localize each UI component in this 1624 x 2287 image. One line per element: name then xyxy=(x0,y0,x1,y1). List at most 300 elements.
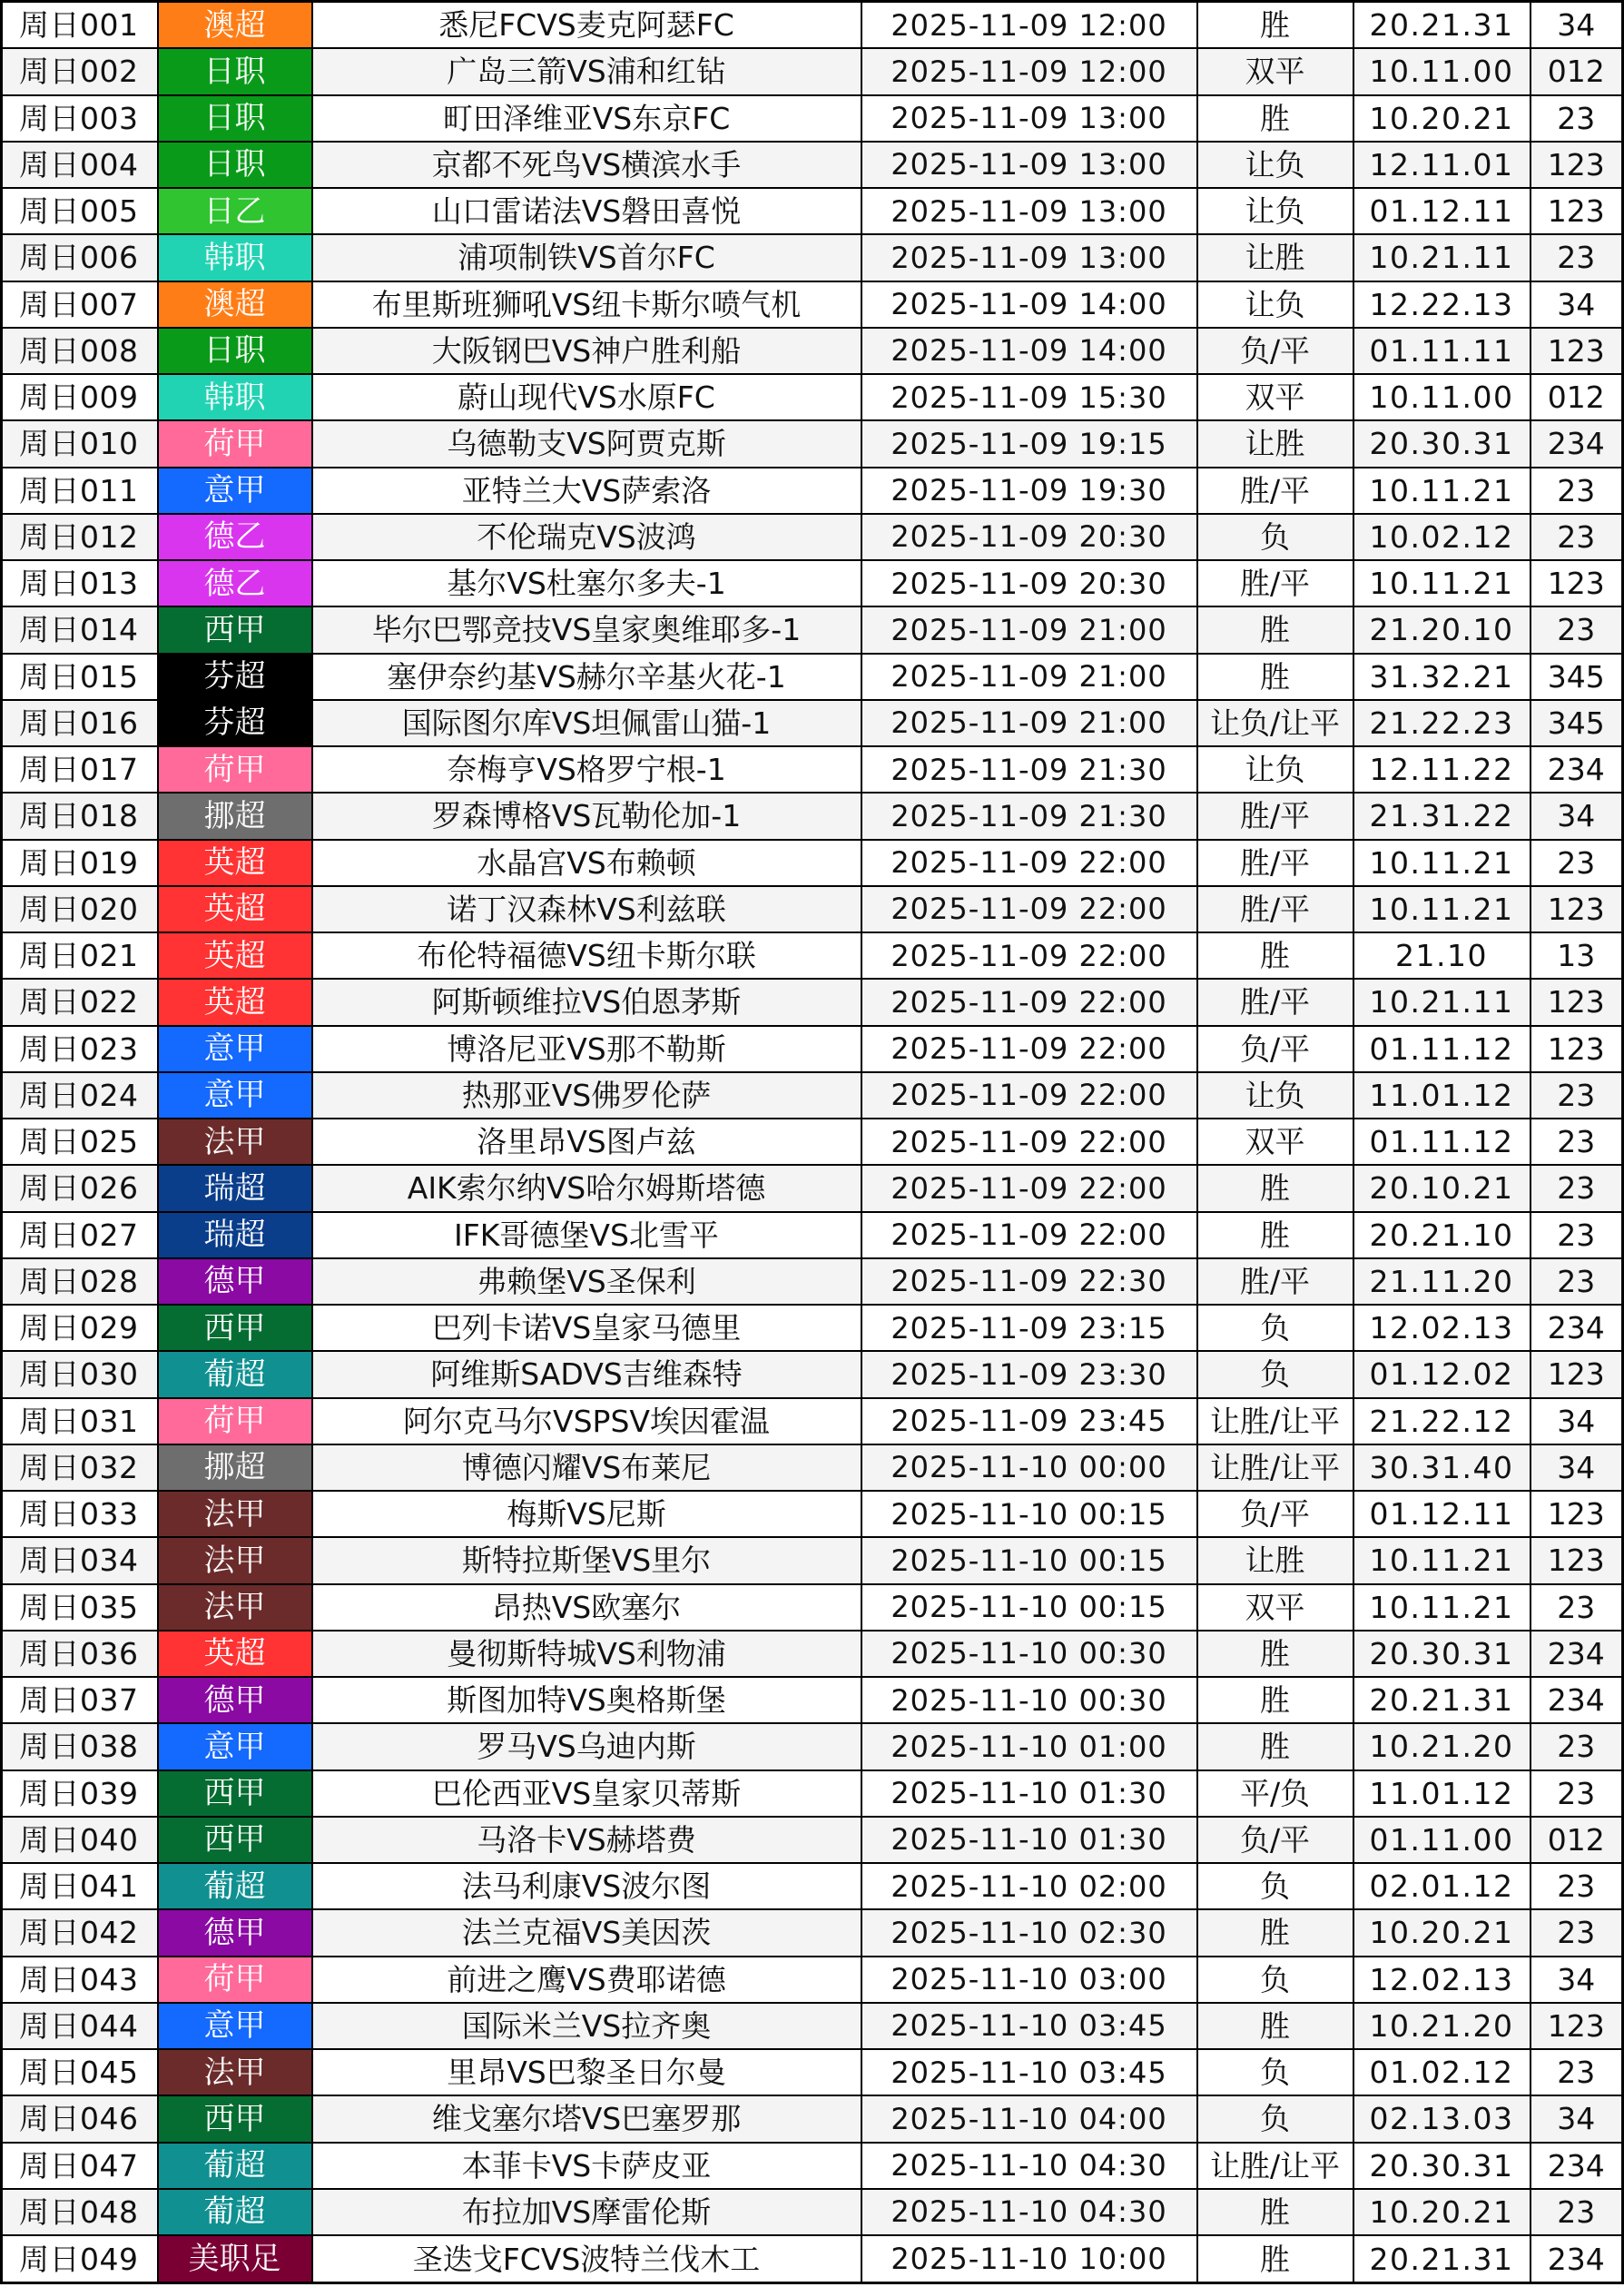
kickoff-time-cell: 2025-11-09 12:00 xyxy=(861,48,1197,94)
result-pick-cell: 胜/平 xyxy=(1197,840,1353,886)
table-row xyxy=(2,932,1623,979)
match-code-cell: 周日018 xyxy=(2,793,158,839)
match-code-cell: 周日035 xyxy=(2,1584,158,1631)
match-cell: 巴列卡诺VS皇家马德里 xyxy=(312,1305,861,1351)
score-pick-cell: 10.21.11 xyxy=(1353,234,1530,281)
table-row xyxy=(2,2003,1623,2049)
match-code-cell: 周日031 xyxy=(2,1398,158,1444)
league-badge: 德甲 xyxy=(158,1909,312,1956)
table-row xyxy=(2,2235,1623,2282)
league-badge: 西甲 xyxy=(158,606,312,653)
total-goals-cell: 23 xyxy=(1530,2189,1623,2235)
kickoff-time-cell: 2025-11-09 22:00 xyxy=(861,1119,1197,1165)
league-badge: 意甲 xyxy=(158,2003,312,2049)
league-badge: 意甲 xyxy=(158,1072,312,1119)
result-pick-cell: 双平 xyxy=(1197,48,1353,94)
table-row xyxy=(2,1909,1623,1956)
result-pick-cell: 胜 xyxy=(1197,1677,1353,1723)
score-pick-cell: 20.21.31 xyxy=(1353,2,1530,49)
match-code-cell: 周日038 xyxy=(2,1723,158,1769)
score-pick-cell: 21.31.22 xyxy=(1353,793,1530,839)
score-pick-cell: 10.11.21 xyxy=(1353,1584,1530,1631)
match-cell: 诺丁汉森林VS利兹联 xyxy=(312,886,861,932)
result-pick-cell: 平/负 xyxy=(1197,1770,1353,1817)
match-code-cell: 周日029 xyxy=(2,1305,158,1351)
result-pick-cell: 胜/平 xyxy=(1197,1258,1353,1305)
score-pick-cell: 20.10.21 xyxy=(1353,1165,1530,1211)
match-code-cell: 周日025 xyxy=(2,1119,158,1165)
total-goals-cell: 123 xyxy=(1530,1026,1623,1072)
kickoff-time-cell: 2025-11-09 12:00 xyxy=(861,2,1197,49)
match-cell: 大阪钢巴VS神户胜利船 xyxy=(312,328,861,374)
match-cell: 国际图尔库VS坦佩雷山猫-1 xyxy=(312,700,861,746)
total-goals-cell: 23 xyxy=(1530,468,1623,514)
match-code-cell: 周日007 xyxy=(2,281,158,328)
match-code-cell: 周日001 xyxy=(2,2,158,49)
result-pick-cell: 负 xyxy=(1197,2095,1353,2142)
kickoff-time-cell: 2025-11-09 14:00 xyxy=(861,328,1197,374)
table-row xyxy=(2,2095,1623,2142)
kickoff-time-cell: 2025-11-09 22:00 xyxy=(861,1026,1197,1072)
match-cell: 山口雷诺法VS磐田喜悦 xyxy=(312,188,861,234)
result-pick-cell: 让负 xyxy=(1197,142,1353,188)
total-goals-cell: 234 xyxy=(1530,1305,1623,1351)
result-pick-cell: 双平 xyxy=(1197,1119,1353,1165)
match-code-cell: 周日016 xyxy=(2,700,158,746)
match-cell: IFK哥德堡VS北雪平 xyxy=(312,1212,861,1258)
match-code-cell: 周日044 xyxy=(2,2003,158,2049)
result-pick-cell: 胜/平 xyxy=(1197,560,1353,606)
match-code-cell: 周日037 xyxy=(2,1677,158,1723)
match-cell: 乌德勒支VS阿贾克斯 xyxy=(312,420,861,467)
kickoff-time-cell: 2025-11-09 22:30 xyxy=(861,1258,1197,1305)
total-goals-cell: 345 xyxy=(1530,654,1623,700)
kickoff-time-cell: 2025-11-10 01:30 xyxy=(861,1770,1197,1817)
result-pick-cell: 胜 xyxy=(1197,2003,1353,2049)
score-pick-cell: 30.31.40 xyxy=(1353,1444,1530,1491)
kickoff-time-cell: 2025-11-09 21:00 xyxy=(861,654,1197,700)
table-row xyxy=(2,2143,1623,2189)
match-cell: 塞伊奈约基VS赫尔辛基火花-1 xyxy=(312,654,861,700)
league-badge: 韩职 xyxy=(158,374,312,420)
total-goals-cell: 23 xyxy=(1530,1770,1623,1817)
score-pick-cell: 10.11.21 xyxy=(1353,560,1530,606)
result-pick-cell: 负 xyxy=(1197,514,1353,560)
table-row xyxy=(2,188,1623,234)
league-badge: 芬超 xyxy=(158,654,312,700)
total-goals-cell: 23 xyxy=(1530,1863,1623,1909)
match-code-cell: 周日004 xyxy=(2,142,158,188)
score-pick-cell: 20.30.31 xyxy=(1353,2143,1530,2189)
table-row xyxy=(2,1770,1623,1817)
result-pick-cell: 负/平 xyxy=(1197,1491,1353,1537)
match-code-cell: 周日036 xyxy=(2,1631,158,1677)
kickoff-time-cell: 2025-11-09 13:00 xyxy=(861,142,1197,188)
kickoff-time-cell: 2025-11-10 03:00 xyxy=(861,1957,1197,2003)
match-cell: 斯图加特VS奥格斯堡 xyxy=(312,1677,861,1723)
league-badge: 英超 xyxy=(158,979,312,1025)
result-pick-cell: 胜 xyxy=(1197,1723,1353,1769)
result-pick-cell: 胜 xyxy=(1197,2235,1353,2282)
score-pick-cell: 10.02.12 xyxy=(1353,514,1530,560)
kickoff-time-cell: 2025-11-10 02:30 xyxy=(861,1909,1197,1956)
league-badge: 荷甲 xyxy=(158,420,312,467)
league-badge: 英超 xyxy=(158,932,312,979)
table-body xyxy=(2,2,1623,2283)
match-code-cell: 周日027 xyxy=(2,1212,158,1258)
total-goals-cell: 234 xyxy=(1530,2143,1623,2189)
table-row xyxy=(2,746,1623,793)
score-pick-cell: 02.01.12 xyxy=(1353,1863,1530,1909)
total-goals-cell: 123 xyxy=(1530,560,1623,606)
match-cell: 罗森博格VS瓦勒伦加-1 xyxy=(312,793,861,839)
total-goals-cell: 23 xyxy=(1530,1212,1623,1258)
table-row xyxy=(2,1305,1623,1351)
result-pick-cell: 双平 xyxy=(1197,1584,1353,1631)
match-cell: 蔚山现代VS水原FC xyxy=(312,374,861,420)
table-row xyxy=(2,2049,1623,2095)
score-pick-cell: 12.11.22 xyxy=(1353,746,1530,793)
league-badge: 法甲 xyxy=(158,2049,312,2095)
score-pick-cell: 01.12.11 xyxy=(1353,188,1530,234)
table-row xyxy=(2,1165,1623,1211)
kickoff-time-cell: 2025-11-09 21:30 xyxy=(861,746,1197,793)
league-badge: 葡超 xyxy=(158,2189,312,2235)
total-goals-cell: 23 xyxy=(1530,1165,1623,1211)
total-goals-cell: 23 xyxy=(1530,840,1623,886)
match-cell: AIK索尔纳VS哈尔姆斯塔德 xyxy=(312,1165,861,1211)
match-cell: 布里斯班狮吼VS纽卡斯尔喷气机 xyxy=(312,281,861,328)
result-pick-cell: 让负 xyxy=(1197,281,1353,328)
score-pick-cell: 10.21.11 xyxy=(1353,979,1530,1025)
total-goals-cell: 23 xyxy=(1530,606,1623,653)
result-pick-cell: 胜 xyxy=(1197,1212,1353,1258)
league-badge: 葡超 xyxy=(158,1863,312,1909)
kickoff-time-cell: 2025-11-09 20:30 xyxy=(861,560,1197,606)
total-goals-cell: 234 xyxy=(1530,420,1623,467)
match-cell: 阿斯顿维拉VS伯恩茅斯 xyxy=(312,979,861,1025)
league-badge: 荷甲 xyxy=(158,1398,312,1444)
result-pick-cell: 胜 xyxy=(1197,1631,1353,1677)
match-cell: 里昂VS巴黎圣日尔曼 xyxy=(312,2049,861,2095)
match-cell: 毕尔巴鄂竞技VS皇家奥维耶多-1 xyxy=(312,606,861,653)
total-goals-cell: 234 xyxy=(1530,2235,1623,2282)
match-cell: 布伦特福德VS纽卡斯尔联 xyxy=(312,932,861,979)
score-pick-cell: 10.11.00 xyxy=(1353,374,1530,420)
league-badge: 法甲 xyxy=(158,1537,312,1583)
league-badge: 日职 xyxy=(158,95,312,142)
total-goals-cell: 012 xyxy=(1530,48,1623,94)
result-pick-cell: 负 xyxy=(1197,1305,1353,1351)
match-cell: 法马利康VS波尔图 xyxy=(312,1863,861,1909)
score-pick-cell: 10.20.21 xyxy=(1353,2189,1530,2235)
result-pick-cell: 负 xyxy=(1197,1957,1353,2003)
match-code-cell: 周日049 xyxy=(2,2235,158,2282)
table-row xyxy=(2,281,1623,328)
match-code-cell: 周日045 xyxy=(2,2049,158,2095)
table-row xyxy=(2,1723,1623,1769)
kickoff-time-cell: 2025-11-10 02:00 xyxy=(861,1863,1197,1909)
table-row xyxy=(2,840,1623,886)
league-badge: 日职 xyxy=(158,142,312,188)
total-goals-cell: 123 xyxy=(1530,328,1623,374)
score-pick-cell: 21.20.10 xyxy=(1353,606,1530,653)
score-pick-cell: 10.21.20 xyxy=(1353,2003,1530,2049)
score-pick-cell: 21.10 xyxy=(1353,932,1530,979)
total-goals-cell: 34 xyxy=(1530,1398,1623,1444)
score-pick-cell: 10.11.00 xyxy=(1353,48,1530,94)
result-pick-cell: 让胜 xyxy=(1197,1537,1353,1583)
match-code-cell: 周日032 xyxy=(2,1444,158,1491)
league-badge: 意甲 xyxy=(158,1026,312,1072)
match-cell: 浦项制铁VS首尔FC xyxy=(312,234,861,281)
table-row xyxy=(2,1863,1623,1909)
score-pick-cell: 10.21.20 xyxy=(1353,1723,1530,1769)
match-code-cell: 周日039 xyxy=(2,1770,158,1817)
result-pick-cell: 让胜 xyxy=(1197,234,1353,281)
match-cell: 前进之鹰VS费耶诺德 xyxy=(312,1957,861,2003)
kickoff-time-cell: 2025-11-09 13:00 xyxy=(861,188,1197,234)
score-pick-cell: 01.12.02 xyxy=(1353,1351,1530,1397)
kickoff-time-cell: 2025-11-09 19:30 xyxy=(861,468,1197,514)
total-goals-cell: 34 xyxy=(1530,1444,1623,1491)
table-row xyxy=(2,1537,1623,1583)
score-pick-cell: 02.13.03 xyxy=(1353,2095,1530,2142)
table-row xyxy=(2,1119,1623,1165)
total-goals-cell: 13 xyxy=(1530,932,1623,979)
match-cell: 巴伦西亚VS皇家贝蒂斯 xyxy=(312,1770,861,1817)
table-row xyxy=(2,1491,1623,1537)
kickoff-time-cell: 2025-11-09 23:15 xyxy=(861,1305,1197,1351)
match-cell: 法兰克福VS美因茨 xyxy=(312,1909,861,1956)
table-row xyxy=(2,560,1623,606)
match-code-cell: 周日011 xyxy=(2,468,158,514)
result-pick-cell: 让胜/让平 xyxy=(1197,1444,1353,1491)
total-goals-cell: 234 xyxy=(1530,746,1623,793)
table-row xyxy=(2,1817,1623,1863)
match-code-cell: 周日003 xyxy=(2,95,158,142)
score-pick-cell: 01.12.11 xyxy=(1353,1491,1530,1537)
league-badge: 英超 xyxy=(158,840,312,886)
match-cell: 国际米兰VS拉齐奥 xyxy=(312,2003,861,2049)
league-badge: 日职 xyxy=(158,328,312,374)
score-pick-cell: 01.02.12 xyxy=(1353,2049,1530,2095)
kickoff-time-cell: 2025-11-09 23:45 xyxy=(861,1398,1197,1444)
league-badge: 意甲 xyxy=(158,468,312,514)
score-pick-cell: 12.11.01 xyxy=(1353,142,1530,188)
match-code-cell: 周日002 xyxy=(2,48,158,94)
match-code-cell: 周日034 xyxy=(2,1537,158,1583)
result-pick-cell: 让负/让平 xyxy=(1197,700,1353,746)
score-pick-cell: 11.01.12 xyxy=(1353,1072,1530,1119)
kickoff-time-cell: 2025-11-09 20:30 xyxy=(861,514,1197,560)
kickoff-time-cell: 2025-11-09 22:00 xyxy=(861,1072,1197,1119)
score-pick-cell: 10.20.21 xyxy=(1353,1909,1530,1956)
kickoff-time-cell: 2025-11-09 15:30 xyxy=(861,374,1197,420)
match-cell: 罗马VS乌迪内斯 xyxy=(312,1723,861,1769)
kickoff-time-cell: 2025-11-10 00:15 xyxy=(861,1537,1197,1583)
league-badge: 葡超 xyxy=(158,1351,312,1397)
result-pick-cell: 让胜/让平 xyxy=(1197,2143,1353,2189)
match-cell: 弗赖堡VS圣保利 xyxy=(312,1258,861,1305)
result-pick-cell: 胜 xyxy=(1197,932,1353,979)
match-code-cell: 周日048 xyxy=(2,2189,158,2235)
match-code-cell: 周日026 xyxy=(2,1165,158,1211)
kickoff-time-cell: 2025-11-09 22:00 xyxy=(861,932,1197,979)
total-goals-cell: 23 xyxy=(1530,514,1623,560)
result-pick-cell: 胜 xyxy=(1197,2,1353,49)
table-row xyxy=(2,420,1623,467)
table-row xyxy=(2,1026,1623,1072)
league-badge: 瑞超 xyxy=(158,1165,312,1211)
table-row xyxy=(2,514,1623,560)
league-badge: 韩职 xyxy=(158,234,312,281)
table-row xyxy=(2,1444,1623,1491)
table-row xyxy=(2,2189,1623,2235)
kickoff-time-cell: 2025-11-09 22:00 xyxy=(861,979,1197,1025)
table-row xyxy=(2,654,1623,700)
total-goals-cell: 23 xyxy=(1530,2049,1623,2095)
total-goals-cell: 23 xyxy=(1530,1072,1623,1119)
league-badge: 挪超 xyxy=(158,793,312,839)
match-cell: 不伦瑞克VS波鸿 xyxy=(312,514,861,560)
kickoff-time-cell: 2025-11-09 19:15 xyxy=(861,420,1197,467)
match-cell: 曼彻斯特城VS利物浦 xyxy=(312,1631,861,1677)
result-pick-cell: 让负 xyxy=(1197,1072,1353,1119)
table-row xyxy=(2,1677,1623,1723)
table-row xyxy=(2,979,1623,1025)
table-row xyxy=(2,374,1623,420)
result-pick-cell: 让胜 xyxy=(1197,420,1353,467)
table-row xyxy=(2,328,1623,374)
match-cell: 阿尔克马尔VSPSV埃因霍温 xyxy=(312,1398,861,1444)
score-pick-cell: 10.11.21 xyxy=(1353,840,1530,886)
result-pick-cell: 让胜/让平 xyxy=(1197,1398,1353,1444)
match-cell: 梅斯VS尼斯 xyxy=(312,1491,861,1537)
total-goals-cell: 123 xyxy=(1530,1351,1623,1397)
score-pick-cell: 12.02.13 xyxy=(1353,1305,1530,1351)
total-goals-cell: 345 xyxy=(1530,700,1623,746)
match-cell: 布拉加VS摩雷伦斯 xyxy=(312,2189,861,2235)
match-cell: 洛里昂VS图卢兹 xyxy=(312,1119,861,1165)
table-row xyxy=(2,1957,1623,2003)
league-badge: 英超 xyxy=(158,1631,312,1677)
kickoff-time-cell: 2025-11-09 21:00 xyxy=(861,606,1197,653)
match-code-cell: 周日010 xyxy=(2,420,158,467)
total-goals-cell: 123 xyxy=(1530,979,1623,1025)
score-pick-cell: 01.11.11 xyxy=(1353,328,1530,374)
league-badge: 挪超 xyxy=(158,1444,312,1491)
total-goals-cell: 234 xyxy=(1530,1631,1623,1677)
total-goals-cell: 123 xyxy=(1530,2003,1623,2049)
match-cell: 广岛三箭VS浦和红钻 xyxy=(312,48,861,94)
match-code-cell: 周日040 xyxy=(2,1817,158,1863)
table-row xyxy=(2,1631,1623,1677)
table-row xyxy=(2,1351,1623,1397)
result-pick-cell: 让负 xyxy=(1197,746,1353,793)
kickoff-time-cell: 2025-11-09 21:00 xyxy=(861,700,1197,746)
score-pick-cell: 20.21.31 xyxy=(1353,1677,1530,1723)
match-cell: 马洛卡VS赫塔费 xyxy=(312,1817,861,1863)
match-code-cell: 周日042 xyxy=(2,1909,158,1956)
match-code-cell: 周日041 xyxy=(2,1863,158,1909)
score-pick-cell: 20.30.31 xyxy=(1353,420,1530,467)
league-badge: 意甲 xyxy=(158,1723,312,1769)
kickoff-time-cell: 2025-11-10 01:00 xyxy=(861,1723,1197,1769)
match-code-cell: 周日023 xyxy=(2,1026,158,1072)
match-code-cell: 周日022 xyxy=(2,979,158,1025)
match-cell: 博洛尼亚VS那不勒斯 xyxy=(312,1026,861,1072)
total-goals-cell: 23 xyxy=(1530,234,1623,281)
match-code-cell: 周日008 xyxy=(2,328,158,374)
match-cell: 博德闪耀VS布莱尼 xyxy=(312,1444,861,1491)
match-cell: 町田泽维亚VS东京FC xyxy=(312,95,861,142)
league-badge: 葡超 xyxy=(158,2143,312,2189)
score-pick-cell: 31.32.21 xyxy=(1353,654,1530,700)
result-pick-cell: 负/平 xyxy=(1197,1026,1353,1072)
table-row xyxy=(2,48,1623,94)
match-cell: 水晶宫VS布赖顿 xyxy=(312,840,861,886)
league-badge: 西甲 xyxy=(158,1770,312,1817)
result-pick-cell: 负/平 xyxy=(1197,328,1353,374)
league-badge: 澳超 xyxy=(158,281,312,328)
table-row xyxy=(2,1212,1623,1258)
result-pick-cell: 胜 xyxy=(1197,1909,1353,1956)
league-badge: 法甲 xyxy=(158,1584,312,1631)
result-pick-cell: 胜/平 xyxy=(1197,793,1353,839)
match-code-cell: 周日015 xyxy=(2,654,158,700)
score-pick-cell: 01.11.12 xyxy=(1353,1026,1530,1072)
total-goals-cell: 34 xyxy=(1530,1957,1623,2003)
match-code-cell: 周日030 xyxy=(2,1351,158,1397)
score-pick-cell: 10.11.21 xyxy=(1353,1537,1530,1583)
match-code-cell: 周日006 xyxy=(2,234,158,281)
total-goals-cell: 34 xyxy=(1530,2,1623,49)
total-goals-cell: 123 xyxy=(1530,188,1623,234)
match-cell: 昂热VS欧塞尔 xyxy=(312,1584,861,1631)
score-pick-cell: 10.11.21 xyxy=(1353,886,1530,932)
league-badge: 瑞超 xyxy=(158,1212,312,1258)
score-pick-cell: 12.02.13 xyxy=(1353,1957,1530,2003)
league-badge: 日乙 xyxy=(158,188,312,234)
total-goals-cell: 34 xyxy=(1530,281,1623,328)
match-cell: 奈梅亨VS格罗宁根-1 xyxy=(312,746,861,793)
match-cell: 维戈塞尔塔VS巴塞罗那 xyxy=(312,2095,861,2142)
kickoff-time-cell: 2025-11-09 13:00 xyxy=(861,234,1197,281)
kickoff-time-cell: 2025-11-09 22:00 xyxy=(861,1212,1197,1258)
kickoff-time-cell: 2025-11-09 21:30 xyxy=(861,793,1197,839)
total-goals-cell: 012 xyxy=(1530,374,1623,420)
match-code-cell: 周日047 xyxy=(2,2143,158,2189)
total-goals-cell: 234 xyxy=(1530,1677,1623,1723)
kickoff-time-cell: 2025-11-10 00:30 xyxy=(861,1631,1197,1677)
result-pick-cell: 负 xyxy=(1197,2049,1353,2095)
match-cell: 基尔VS杜塞尔多夫-1 xyxy=(312,560,861,606)
league-badge: 荷甲 xyxy=(158,1957,312,2003)
total-goals-cell: 23 xyxy=(1530,1258,1623,1305)
score-pick-cell: 12.22.13 xyxy=(1353,281,1530,328)
total-goals-cell: 23 xyxy=(1530,95,1623,142)
table-row xyxy=(2,1584,1623,1631)
match-code-cell: 周日028 xyxy=(2,1258,158,1305)
table-row xyxy=(2,886,1623,932)
table-row xyxy=(2,234,1623,281)
result-pick-cell: 胜/平 xyxy=(1197,979,1353,1025)
total-goals-cell: 23 xyxy=(1530,1584,1623,1631)
table-row xyxy=(2,606,1623,653)
total-goals-cell: 34 xyxy=(1530,793,1623,839)
match-code-cell: 周日046 xyxy=(2,2095,158,2142)
